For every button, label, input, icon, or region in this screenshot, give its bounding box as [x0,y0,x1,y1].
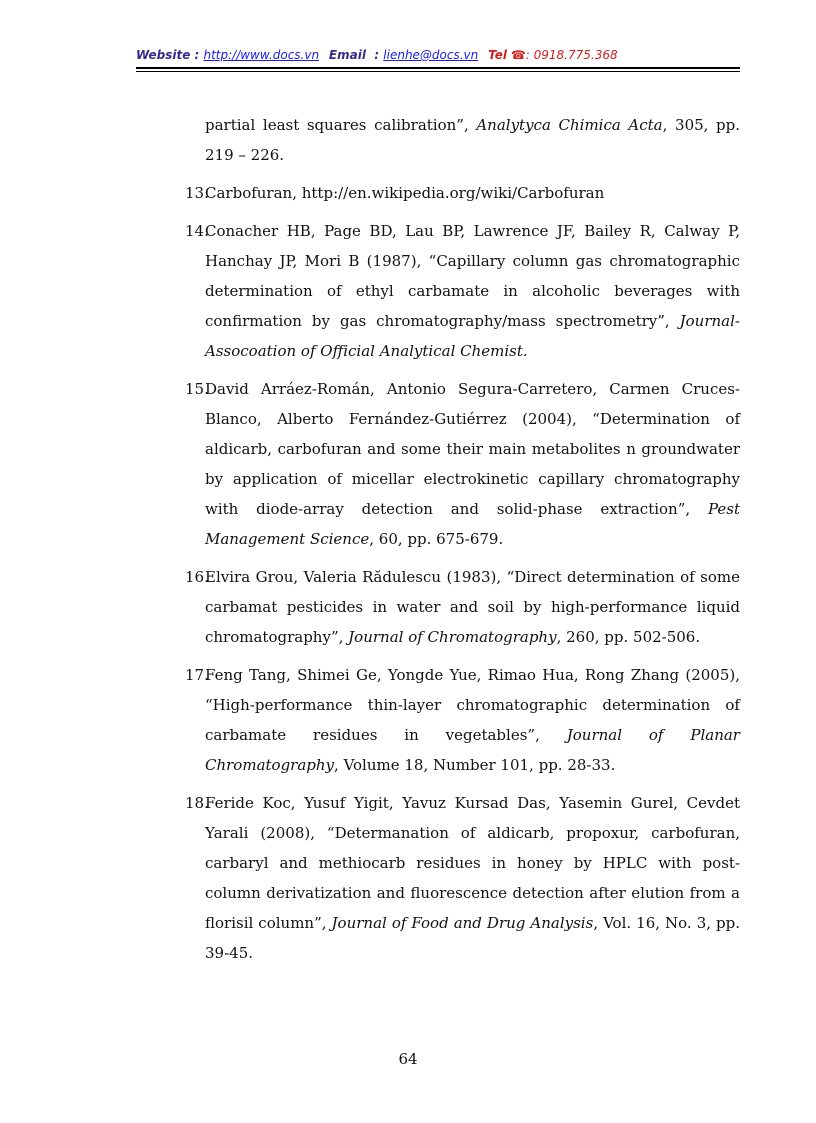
reference-details: , Vol. 16, No. 3, pp. 39-45. [205,914,741,962]
page-number: 64 [398,1050,418,1068]
email-label: Email [328,48,366,62]
reference-text: David Arráez-Román, Antonio Segura-Carretero, Carmen Cruces-Blanco, Alberto Fernández-Gutiérrez (2004), “Determination of aldicarb, carbofuran and some their main metabolites n groundwater by application of micellar electrokinetic capillary chromatography with diode-array detection and solid-phase extraction”, [205,380,740,518]
reference-journal: Analytyca Chimica Acta [476,116,663,134]
reference-text: Elvira Grou, Valeria Rădulescu (1983), “Direct determination of some carbamat pesticides in water and soil by high-performance liquid chromatography”, [205,568,740,646]
reference-details: , 305, pp. 219 – 226. [205,116,741,164]
reference-item [186,562,740,652]
reference-journal: Journal of Planar Chromatography [205,726,740,774]
reference-text: Feng Tang, Shimei Ge, Yongde Yue, Rimao Hua, Rong Zhang (2005), “High-performance thin-layer chromatographic determination of carbamate residues in vegetables”, [205,666,740,744]
tel-label: Tel [488,48,507,62]
phone-icon: ☎ [510,48,526,62]
page-header: Website : http://www.docs.vn Email : lienhe@docs.vn Tel ☎: 0918.775.368 [136,48,618,62]
tel-number: 0918.775.368 [533,48,618,62]
reference-number: 16. [185,568,209,586]
reference-number: 13. [185,184,209,202]
reference-number: 15. [185,380,209,398]
reference-item [186,216,740,366]
header-rule-thick [136,67,740,69]
reference-details: , 60, pp. 675-679. [369,530,504,548]
email-link[interactable]: lienhe@docs.vn [383,48,479,62]
reference-details: , Volume 18, Number 101, pp. 28-33. [334,756,616,774]
reference-number: 17. [185,666,209,684]
reference-item [186,178,740,208]
reference-text: Feride Koc, Yusuf Yigit, Yavuz Kursad Das, Yasemin Gurel, Cevdet Yarali (2008), “Determanation of aldicarb, propoxur, carbofuran, carbaryl and methiocarb residues in honey by HPLC with post-column derivatization and fluorescence detection after elution from a florisil column”, [205,794,740,932]
website-link[interactable]: http://www.docs.vn [203,48,320,62]
reference-text: Conacher HB, Page BD, Lau BP, Lawrence JF, Bailey R, Calway P, Hanchay JP, Mori B (1987), “Capillary column gas chromatographic determination of ethyl carbamate in alcoholic beverages with confirmation by gas chromatography/mass spectrometry”, [205,222,740,330]
reference-text: Carbofuran, http://en.wikipedia.org/wiki/Carbofuran [205,184,605,202]
reference-journal: Journal-Assocoation of Official Analytical Chemist. [205,312,740,360]
reference-item [186,660,740,780]
reference-journal: Journal of Chromatography [348,628,557,646]
reference-journal: Journal of Food and Drug Analysis [331,914,594,932]
reference-details: , 260, pp. 502-506. [556,628,701,646]
reference-item [186,788,740,968]
reference-number: 18. [185,794,209,812]
reference-item [186,374,740,554]
reference-item [186,110,740,170]
reference-list [186,110,740,976]
header-rule-thin [136,71,740,72]
website-label: Website [136,48,191,62]
reference-text: partial least squares calibration”, [205,116,477,134]
reference-journal: Pest Management Science [205,500,740,548]
reference-number: 14. [185,222,209,240]
